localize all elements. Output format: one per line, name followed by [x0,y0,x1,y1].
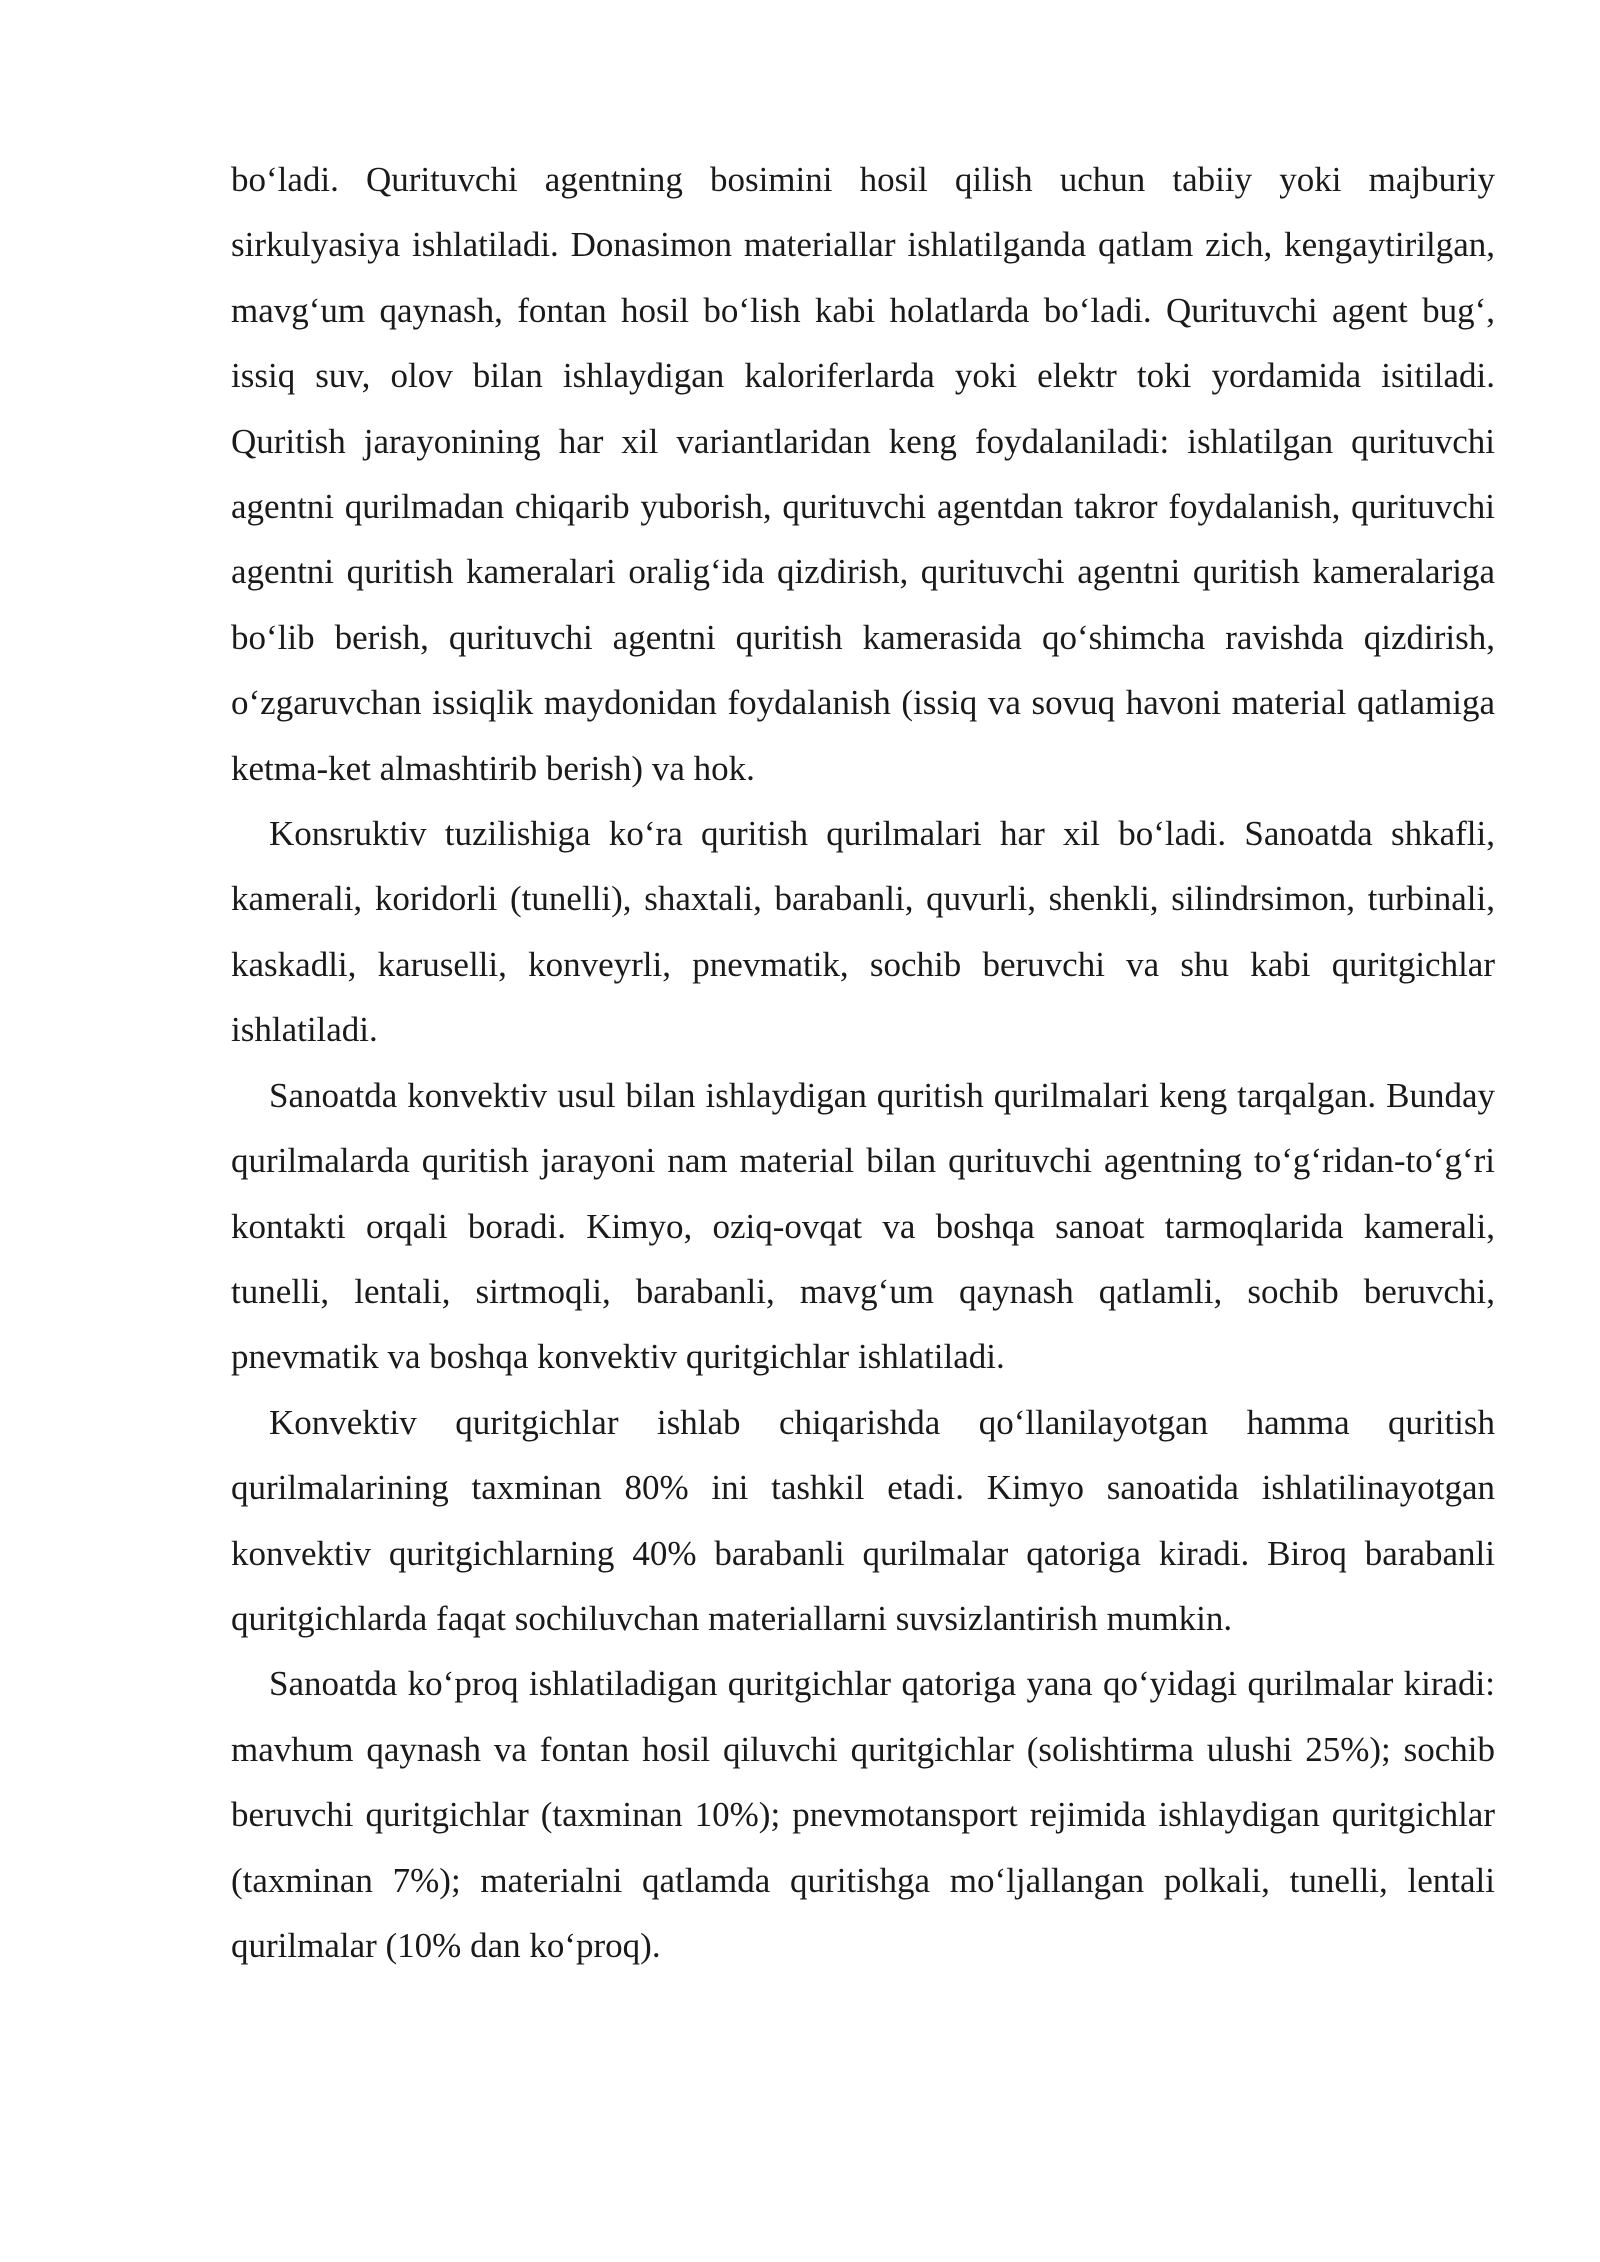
paragraph-continuation: bo‘ladi. Qurituvchi agentning bosimini hosil qilish uchun tabiiy yoki majburiy sirkulyasiya ishlatiladi. Donasimon materiallar ishlatilganda qatlam zich, kengaytirilgan, mavg‘um qaynash, fontan hosil bo‘lish kabi holatlarda bo‘ladi. Qurituvchi agent bug‘, issiq suv, olov bilan ishlaydigan kaloriferlarda yoki elektr toki yordamida isitiladi. Quritish jarayonining har xil variantlaridan keng foydalaniladi: ishlatilgan qurituvchi agentni qurilmadan chiqarib yuborish, qurituvchi agentdan takror foydalanish, qurituvchi agentni quritish kameralari oralig‘ida qizdirish, qurituvchi agentni quritish kameralariga bo‘lib berish, qurituvchi agentni quritish kamerasida qo‘shimcha ravishda qizdirish, o‘zgaruvchan issiqlik maydonidan foydalanish (issiq va sovuq havoni material qatlamiga ketma-ket almashtirib berish) va hok. [231,160,1495,788]
paragraph-dryer-constructions: Konsruktiv tuzilishiga ko‘ra quritish qurilmalari har xil bo‘ladi. Sanoatda shkafli, kamerali, koridorli (tunelli), shaxtali, barabanli, quvurli, shenkli, silindrsimon, turbinali, kaskadli, karuselli, konveyrli, pnevmatik, sochib beruvchi va shu kabi quritgichlar ishlatiladi. [231,814,1495,1050]
paragraph-other-dryers: Sanoatda ko‘proq ishlatiladigan quritgichlar qatoriga yana qo‘yidagi qurilmalar kiradi: mavhum qaynash va fontan hosil qiluvchi quritgichlar (solishtirma ulushi 25%); sochib beruvchi quritgichlar (taxminan 10%); pnevmotansport rejimida ishlaydigan quritgichlar (taxminan 7%); materialni qatlamda quritishga mo‘ljallangan polkali, tunelli, lentali qurilmalar (10% dan ko‘proq). [231,1664,1495,1965]
paragraph-convective-dryers: Sanoatda konvektiv usul bilan ishlaydigan quritish qurilmalari keng tarqalgan. Bunday qurilmalarda quritish jarayoni nam material bilan qurituvchi agentning to‘g‘ridan-to‘g‘ri kontakti orqali boradi. Kimyo, oziq-ovqat va boshqa sanoat tarmoqlarida kamerali, tunelli, lentali, sirtmoqli, barabanli, mavg‘um qaynash qatlamli, sochib beruvchi, pnevmatik va boshqa konvektiv quritgichlar ishlatiladi. [231,1075,1495,1377]
paragraph-convective-share: Konvektiv quritgichlar ishlab chiqarishda qo‘llanilayotgan hamma quritish qurilmalarining taxminan 80% ini tashkil etadi. Kimyo sanoatida ishlatilinayotgan konvektiv quritgichlarning 40% barabanli qurilmalar qatoriga kiradi. Biroq barabanli quritgichlarda faqat sochiluvchan materiallarni suvsizlantirish mumkin. [231,1402,1495,1638]
body-text [231,147,1495,1978]
